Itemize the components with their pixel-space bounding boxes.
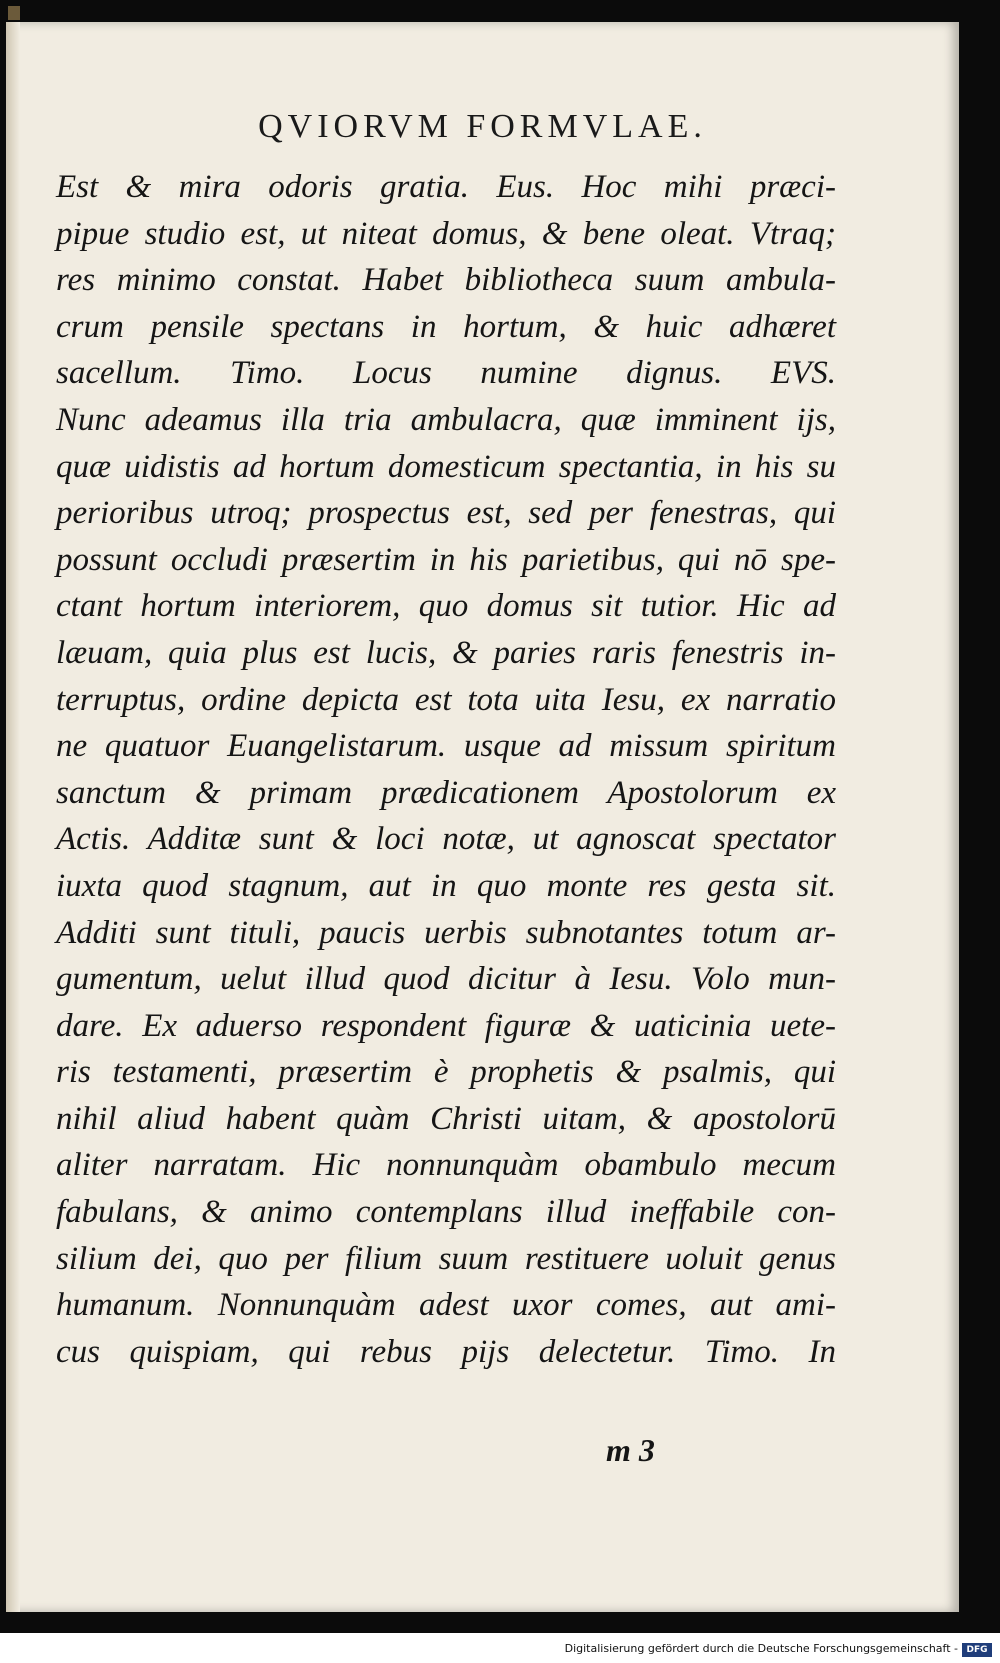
running-head: QVIORVM FORMVLAE.: [258, 108, 707, 145]
text-line: sacellum. Timo. Locus numine dignus. EVS.: [56, 355, 836, 392]
text-line: humanum. Nonnunquàm adest uxor comes, aut ami-: [56, 1287, 836, 1324]
footer-credit: Digitalisierung gefördert durch die Deutsche Forschungsgemeinschaft -: [564, 1642, 958, 1655]
footer-bar: [0, 1633, 1000, 1663]
text-line: res minimo constat. Habet bibliotheca suum ambula-: [56, 262, 836, 299]
text-line: sanctum & primam prædicationem Apostolorum ex: [56, 774, 836, 811]
text-line: ctant hortum interiorem, quo domus sit tutior. Hic ad: [56, 588, 836, 625]
text-line: terruptus, ordine depicta est tota uita Iesu, ex narratio: [56, 681, 836, 718]
signature-mark: m 3: [606, 1432, 655, 1468]
dfg-logo: DFG: [962, 1643, 992, 1657]
text-line: læuam, quia plus est lucis, & paries raris fenestris in-: [56, 634, 836, 671]
text-line: quæ uidistis ad hortum domesticum spectantia, in his su: [56, 448, 836, 485]
text-line: gumentum, uelut illud quod dicitur à Iesu. Volo mun-: [56, 961, 836, 998]
text-line: silium dei, quo per filium suum restituere uoluit genus: [56, 1240, 836, 1277]
text-line: ris testamenti, præsertim è prophetis & psalmis, qui: [56, 1054, 836, 1091]
text-line: Actis. Additæ sunt & loci notæ, ut agnoscat spectator: [56, 821, 836, 858]
text-line: dare. Ex aduerso respondent figuræ & uaticinia uete-: [56, 1007, 836, 1044]
text-line: fabulans, & animo contemplans illud ineffabile con-: [56, 1194, 836, 1231]
text-line: crum pensile spectans in hortum, & huic adhæret: [56, 308, 836, 345]
text-line: possunt occludi præsertim in his parietibus, qui nō spe-: [56, 541, 836, 578]
corner-ribbon: [8, 6, 20, 20]
text-line: aliter narratam. Hic nonnunquàm obambulo mecum: [56, 1147, 836, 1184]
text-line: Est & mira odoris gratia. Eus. Hoc mihi præci-: [56, 169, 836, 205]
page-gutter-shadow: [6, 22, 20, 1612]
body-text: [56, 164, 836, 1375]
text-line: Additi sunt tituli, paucis uerbis subnotantes totum ar-: [56, 914, 836, 951]
text-line: iuxta quod stagnum, aut in quo monte res gesta sit.: [56, 867, 836, 904]
text-line: Nunc adeamus illa tria ambulacra, quæ imminent ijs,: [56, 401, 836, 438]
text-line: cus quispiam, qui rebus pijs delectetur. Timo. In: [56, 1333, 836, 1370]
text-line: ne quatuor Euangelistarum. usque ad missum spiritum: [56, 728, 836, 765]
book-page: [6, 22, 959, 1612]
text-line: perioribus utroq; prospectus est, sed per fenestras, qui: [56, 495, 836, 532]
text-line: pipue studio est, ut niteat domus, & bene oleat. Vtraq;: [56, 215, 836, 252]
text-line: nihil aliud habent quàm Christi uitam, & apostolorū: [56, 1100, 836, 1137]
